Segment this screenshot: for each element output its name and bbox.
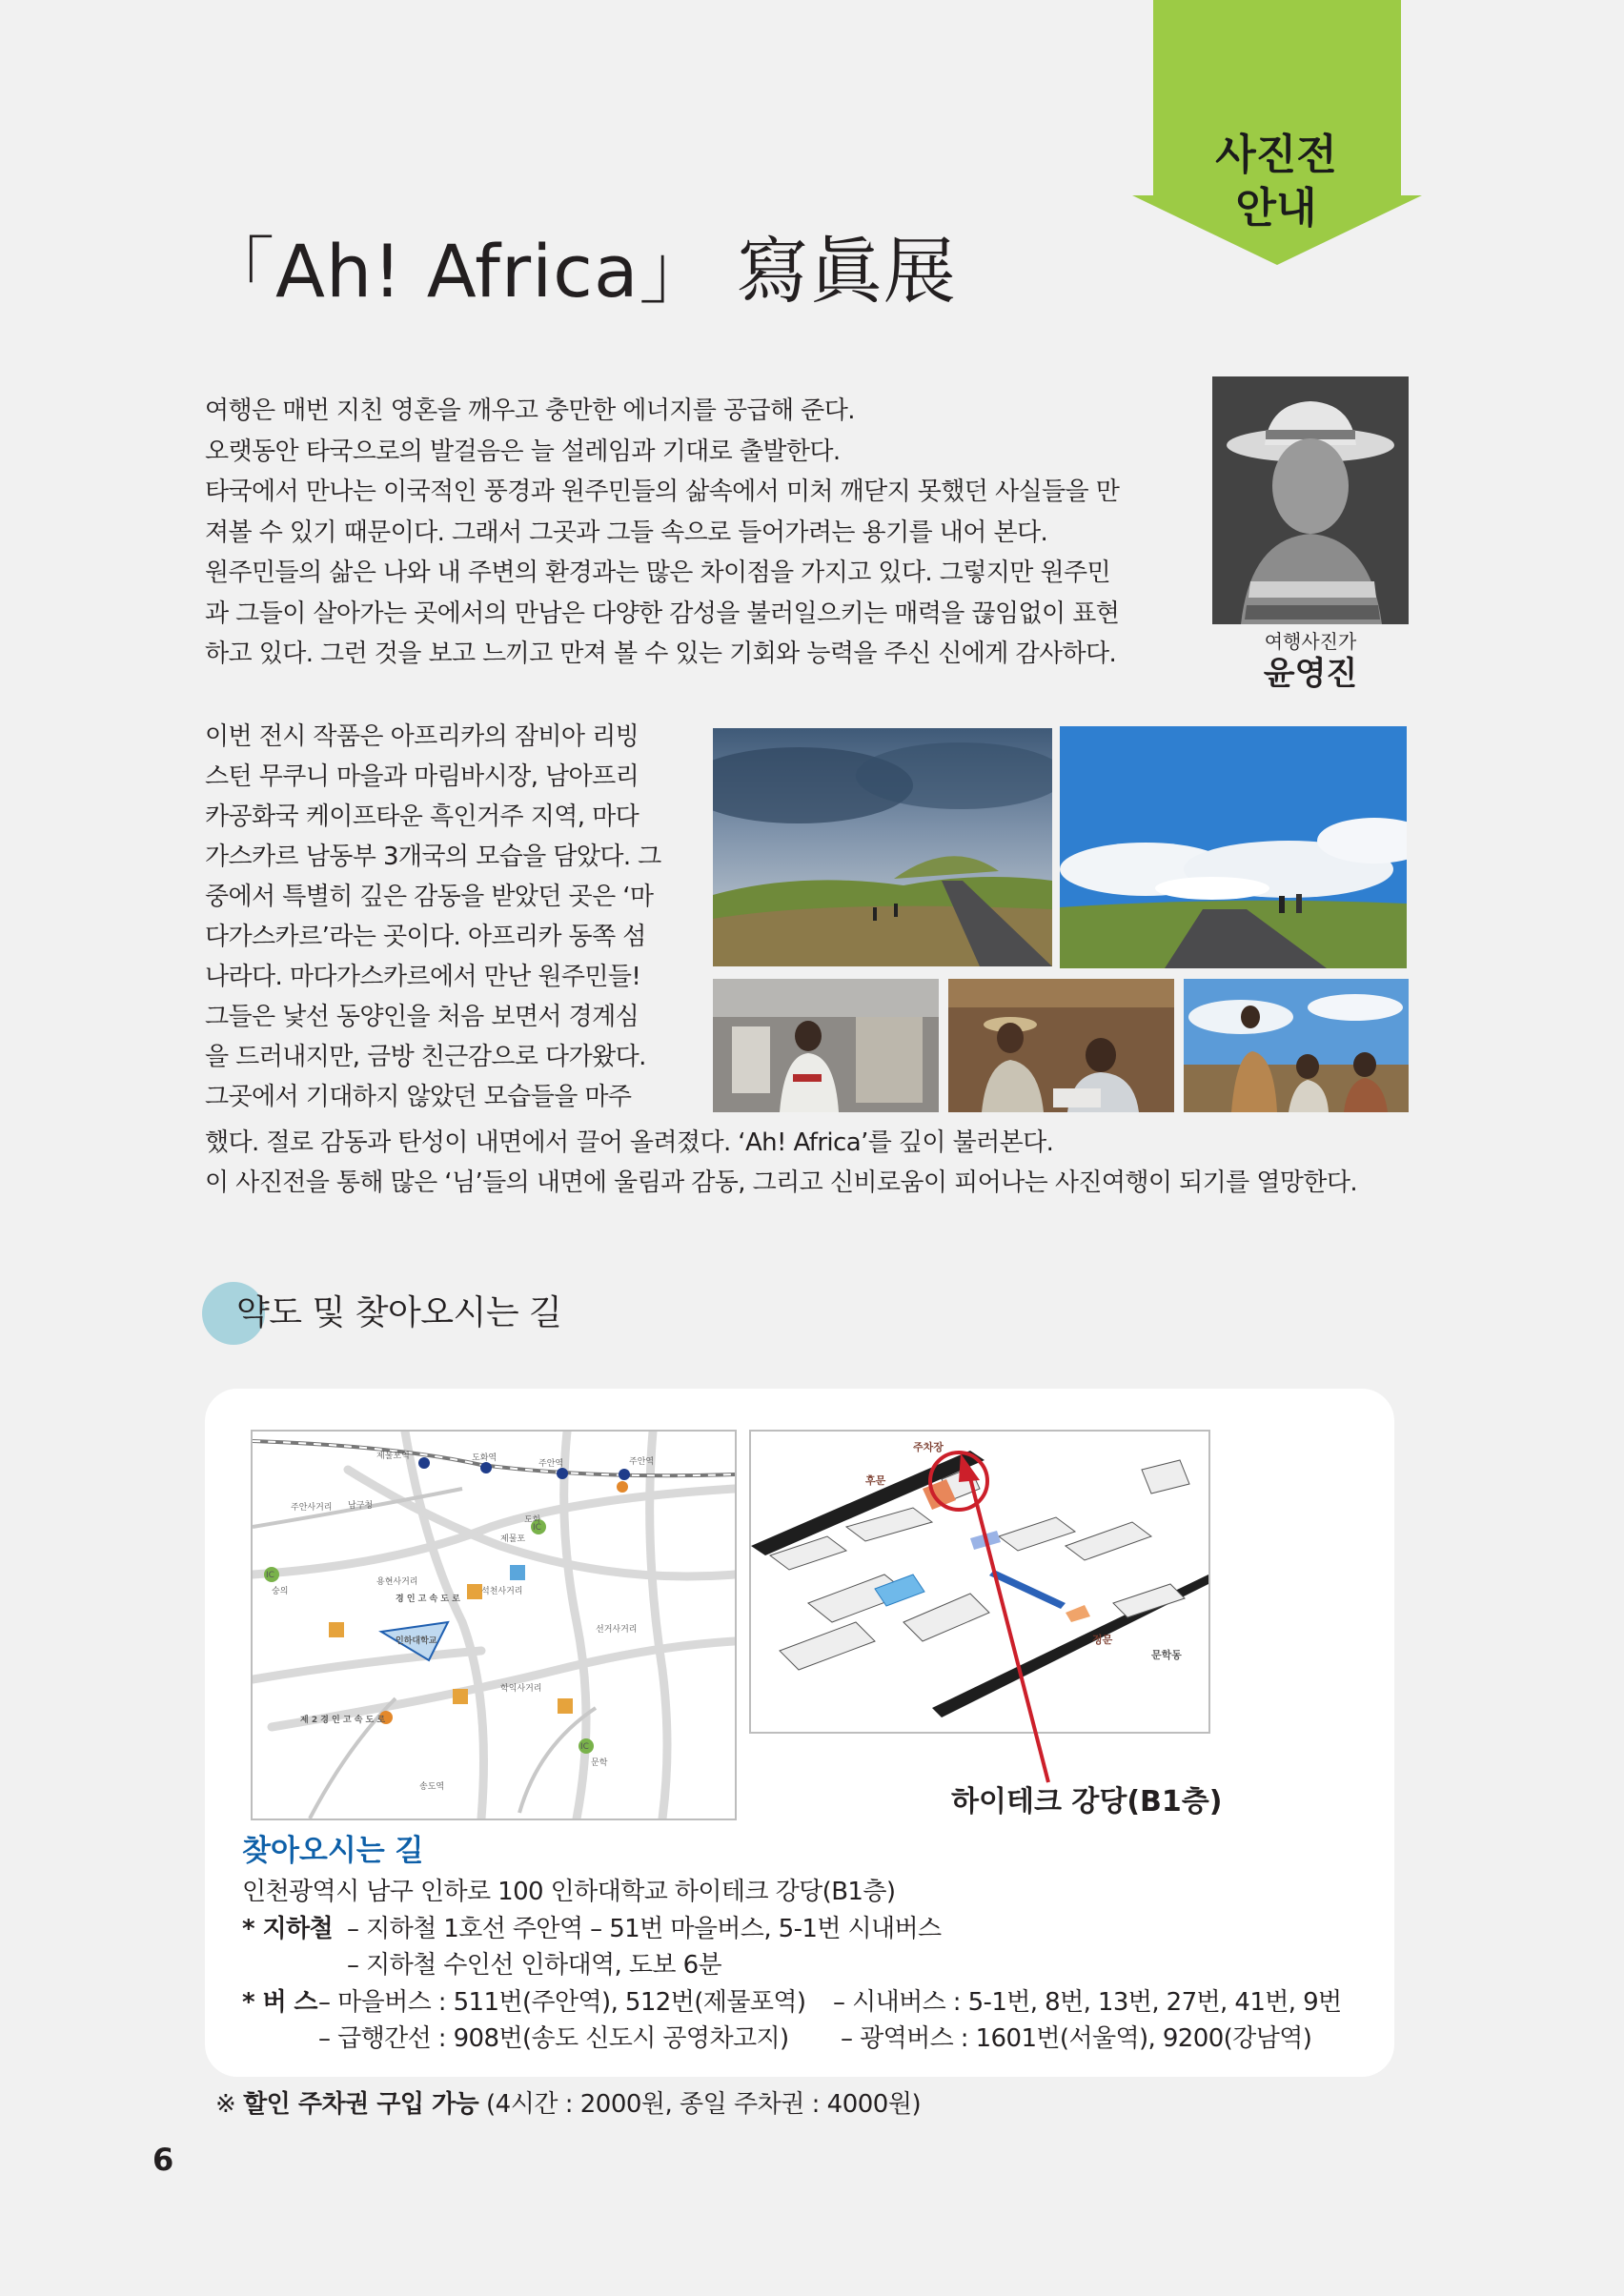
exhibit-line: 다가스카르’라는 곳이다. 아프리카 동쪽 섬 [205, 923, 646, 951]
page-title [202, 229, 957, 315]
directions-title: 찾아오시는 길 [242, 1834, 424, 1868]
map-label: 남구청 [348, 1501, 374, 1511]
map-label: IC [266, 1571, 274, 1580]
map-label: 주차장 [913, 1441, 944, 1453]
banner-line1: 사진전 [1215, 131, 1337, 179]
map-label: 선거사거리 [596, 1625, 638, 1635]
section-title: 약도 및 찾아오시는 길 [236, 1293, 562, 1332]
intro-line: 져볼 수 있기 때문이다. 그래서 그곳과 그들 속으로 들어가려는 용기를 내어 본다. [205, 518, 1048, 547]
map-label: 용현사거리 [376, 1577, 418, 1587]
exhibit-line: 나라다. 마다가스카르에서 만난 원주민들! [205, 963, 641, 991]
exhibit-line: 이번 전시 작품은 아프리카의 잠비아 리빙 [205, 722, 639, 751]
bus-label: * 버 스 [242, 1987, 317, 2017]
photo-workers [948, 979, 1174, 1112]
map-label: 후문 [865, 1474, 886, 1487]
photo-market-man [713, 979, 939, 1112]
map-label: 송도역 [419, 1782, 445, 1792]
intro-paragraph [205, 391, 1167, 675]
map-label: 도화 [524, 1515, 541, 1525]
map-label: 경 인 고 속 도 로 [396, 1595, 460, 1604]
exhibit-line: 중에서 특별히 깊은 감동을 받았던 곳은 ‘마 [205, 883, 654, 911]
intro-line: 여행은 매번 지친 영혼을 깨우고 충만한 에너지를 공급해 준다. [205, 396, 855, 425]
map-label: 제물포역 [376, 1452, 410, 1461]
photo-villagers [1184, 979, 1409, 1112]
note-rest: (4시간 : 2000원, 종일 주차권 : 4000원) [486, 2090, 922, 2119]
subway-route-2: – 지하철 수인선 인하대역, 도보 6분 [347, 1951, 722, 1980]
subway-label: * 지하철 [242, 1914, 333, 1943]
intro-line: 오랫동안 타국으로의 발걸음은 늘 설레임과 기대로 출발한다. [205, 437, 841, 466]
map-label: 정문 [1092, 1634, 1113, 1646]
map-label: IC [580, 1742, 589, 1752]
bus-route-2a: – 급행간선 : 908번(송도 신도시 공영차고지) [318, 2024, 789, 2053]
map-label: 도화역 [472, 1453, 497, 1463]
map-label: IC [533, 1523, 541, 1533]
photo-road-storm [713, 728, 1052, 966]
photographer-name: 윤영진 [1263, 655, 1358, 693]
intro-line: 타국에서 만나는 이국적인 풍경과 원주민들의 삶속에서 미처 깨닫지 못했던 사실들을 만 [205, 477, 1120, 506]
exhibit-tail-line: 했다. 절로 감동과 탄성이 내면에서 끌어 올려졌다. ‘Ah! Africa’를 깊이 불러본다. [205, 1128, 1054, 1157]
banner-line2: 안내 [1235, 184, 1317, 233]
map-label: 주안사거리 [291, 1503, 333, 1513]
map-label: 숭의 [272, 1587, 289, 1596]
pointer-arrow [953, 1453, 1106, 1787]
bus-route-1a: – 마을버스 : 511번(주안역), 512번(제물포역) [318, 1987, 806, 2017]
map-label: 인하대학교 [396, 1636, 437, 1646]
page-number: 6 [152, 2142, 174, 2178]
title-hanja: 寫眞展 [736, 229, 957, 314]
intro-line: 하고 있다. 그런 것을 보고 느끼고 만져 볼 수 있는 기회와 능력을 주신 신에게 감사하다. [205, 640, 1117, 668]
map-label: 주안역 [629, 1457, 655, 1467]
directions-body [242, 1874, 1342, 2058]
photographer-label: 여행사진가 [1264, 630, 1357, 653]
directions-address: 인천광역시 남구 인하로 100 인하대학교 하이테크 강당(B1층) [242, 1878, 896, 1906]
map-label: 석천사거리 [481, 1587, 523, 1596]
exhibit-line: 그곳에서 기대하지 않았던 모습들을 마주 [205, 1083, 632, 1111]
map-label: 문학동 [1151, 1649, 1182, 1661]
exhibit-line: 스턴 무쿠니 마을과 마림바시장, 남아프리 [205, 762, 639, 791]
exhibit-paragraph-tail [205, 1123, 1444, 1203]
exhibit-line: 가스카르 남동부 3개국의 모습을 담았다. 그 [205, 843, 661, 871]
map-label: 문학 [591, 1758, 608, 1768]
banner-label [1153, 129, 1399, 235]
map-caption: 하이테크 강당(B1층) [951, 1785, 1223, 1819]
exhibit-paragraph [205, 717, 681, 1117]
map-label: 주안역 [538, 1459, 564, 1469]
photographer-portrait [1212, 376, 1409, 624]
bus-route-1b: – 시내버스 : 5-1번, 8번, 13번, 27번, 41번, 9번 [833, 1987, 1342, 2017]
exhibit-line: 을 드러내지만, 금방 친근감으로 다가왔다. [205, 1043, 646, 1071]
bus-route-2b: – 광역버스 : 1601번(서울역), 9200(강남역) [841, 2024, 1312, 2053]
title-latin: 「Ah! Africa」 [202, 229, 713, 314]
parking-note [215, 2087, 921, 2122]
map-label: 제물포 [500, 1534, 526, 1544]
area-map [251, 1430, 737, 1820]
exhibit-line: 카공화국 케이프타운 흑인거주 지역, 마다 [205, 803, 639, 831]
map-label: 학익사거리 [500, 1684, 542, 1694]
intro-line: 원주민들의 삶은 나와 내 주변의 환경과는 많은 차이점을 가지고 있다. 그렇지만 원주민 [205, 559, 1111, 587]
photo-road-clouds [1060, 726, 1407, 968]
note-bold: 할인 주차권 구입 가능 [243, 2090, 479, 2119]
note-prefix: ※ [215, 2090, 236, 2119]
exhibit-line: 그들은 낯선 동양인을 처음 보면서 경계심 [205, 1003, 639, 1031]
intro-line: 과 그들이 살아가는 곳에서의 만남은 다양한 감성을 불러일으키는 매력을 끊임없이 표현 [205, 599, 1120, 628]
subway-route-1: – 지하철 1호선 주안역 – 51번 마을버스, 5-1번 시내버스 [347, 1914, 942, 1943]
map-label: 제 2 경 인 고 속 도 로 [300, 1716, 386, 1725]
exhibit-tail-line: 이 사진전을 통해 많은 ‘님’들의 내면에 울림과 감동, 그리고 신비로움이 피어나는 사진여행이 되기를 열망한다. [205, 1168, 1358, 1197]
